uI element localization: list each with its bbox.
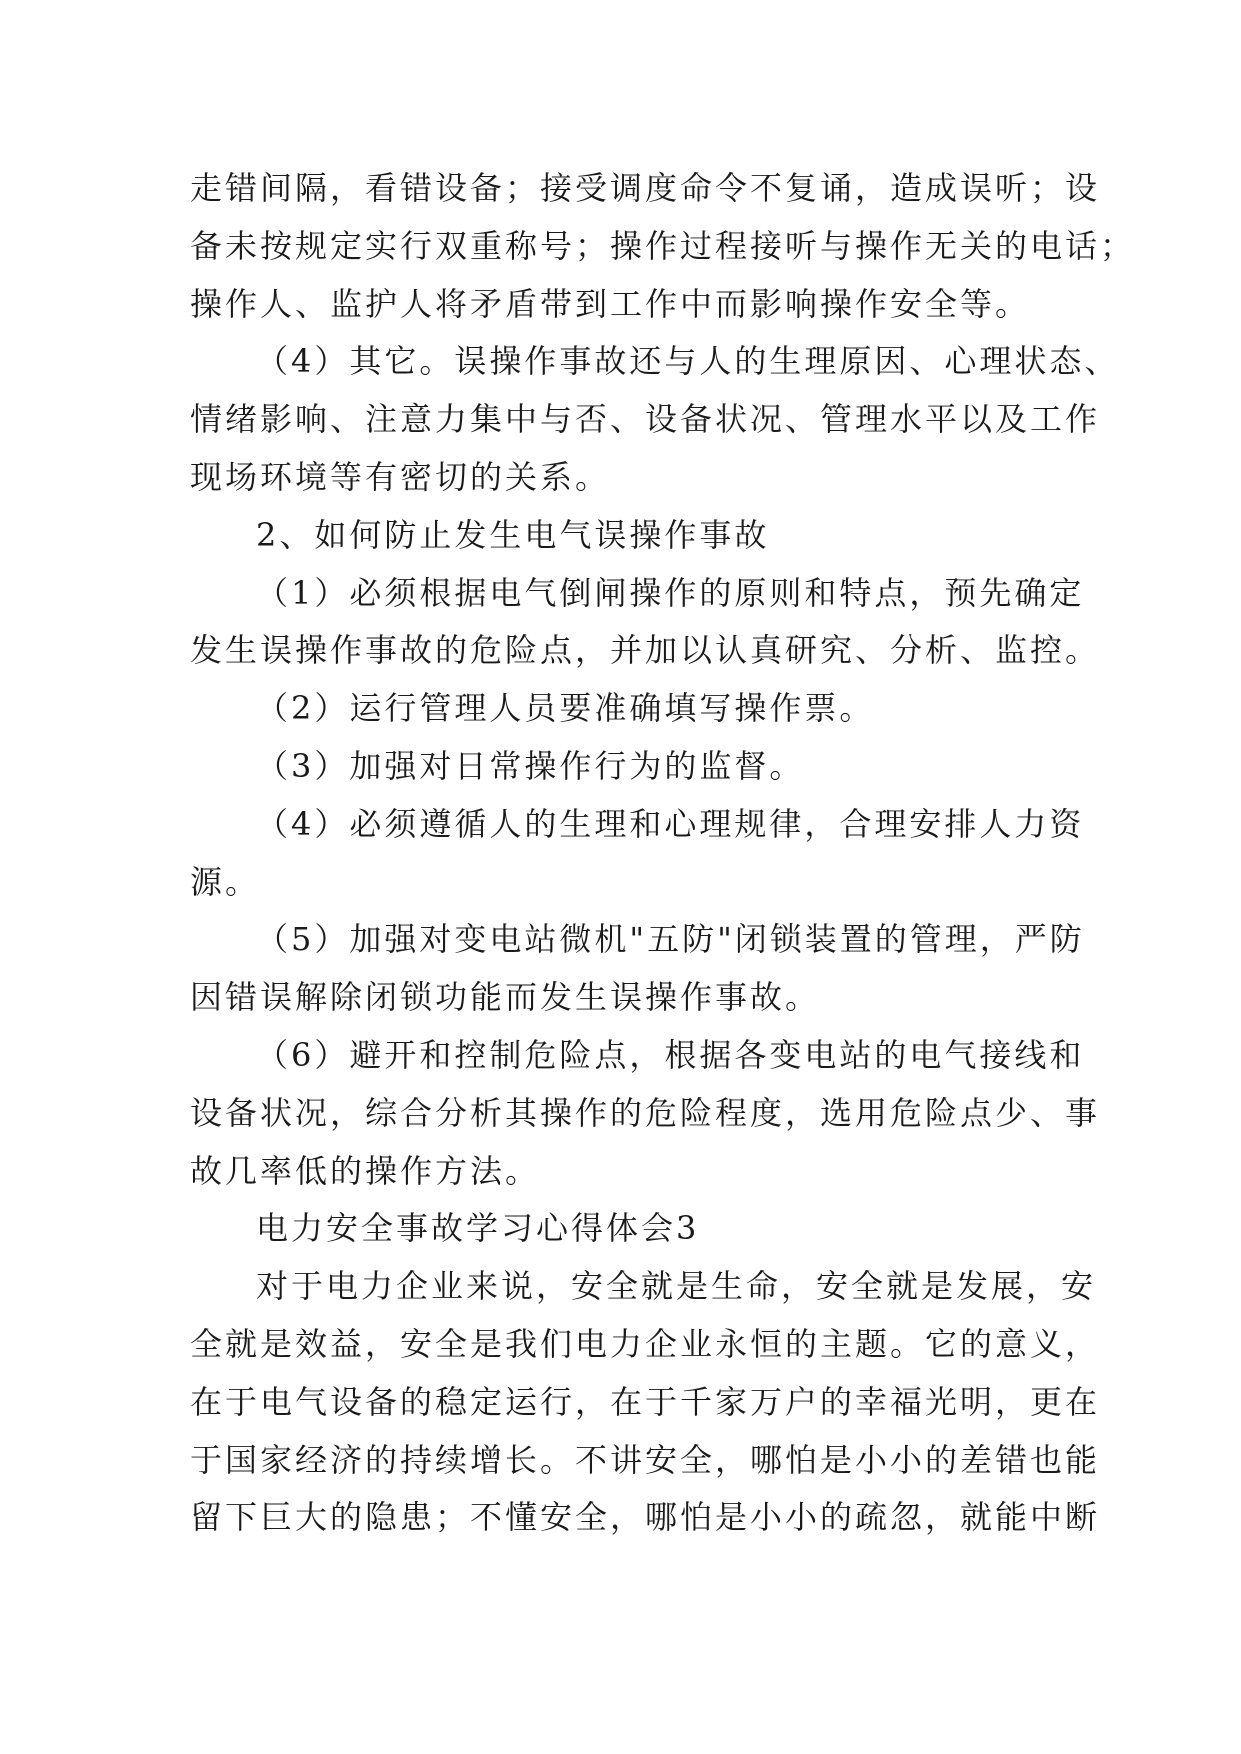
paragraph-start-line: 对于电力企业来说，安全就是生命，安全就是发展，安 — [256, 1267, 1097, 1306]
text-line: 全就是效益，安全是我们电力企业永恒的主题。它的意义， — [190, 1324, 1101, 1363]
paragraph-start-line: （4）必须遵循人的生理和心理规律，合理安排人力资 — [256, 804, 1085, 843]
section-heading: 2、如何防止发生电气误操作事故 — [256, 515, 770, 554]
text-line: 因错误解除闭锁功能而发生误操作事故。 — [190, 978, 821, 1017]
text-line: 留下巨大的隐患；不懂安全，哪怕是小小的疏忽，就能中断 — [190, 1498, 1101, 1537]
text-line: 在于电气设备的稳定运行，在于千家万户的幸福光明，更在 — [190, 1382, 1101, 1421]
paragraph-start-line: （2）运行管理人员要准确填写操作票。 — [256, 689, 875, 728]
paragraph-start-line: （3）加强对日常操作行为的监督。 — [256, 746, 805, 785]
paragraph-start-line: （1）必须根据电气倒闸操作的原则和特点，预先确定 — [256, 573, 1085, 612]
text-line: 于国家经济的持续增长。不讲安全，哪怕是小小的差错也能 — [190, 1440, 1101, 1479]
paragraph-start-line: （5）加强对变电站微机"五防"闭锁装置的管理，严防 — [256, 920, 1085, 959]
text-line: 发生误操作事故的危险点，并加以认真研究、分析、监控。 — [190, 631, 1101, 670]
paragraph-start-line: （6）避开和控制危险点，根据各变电站的电气接线和 — [256, 1035, 1085, 1074]
text-line: 操作人、监护人将矛盾带到工作中而影响操作安全等。 — [190, 284, 1031, 323]
text-line: 设备状况，综合分析其操作的危险程度，选用危险点少、事 — [190, 1093, 1101, 1132]
text-line: 源。 — [190, 862, 261, 901]
text-line: 走错间隔，看错设备；接受调度命令不复诵，造成误听；设 — [190, 169, 1101, 207]
text-line: 情绪影响、注意力集中与否、设备状况、管理水平以及工作 — [190, 400, 1101, 439]
article-title: 电力安全事故学习心得体会3 — [256, 1209, 700, 1248]
text-line: 现场环境等有密切的关系。 — [190, 457, 611, 496]
document-body — [190, 160, 1136, 1547]
paragraph-start-line: （4）其它。误操作事故还与人的生理原因、心理状态、 — [256, 342, 1120, 381]
text-line: 备未按规定实行双重称号；操作过程接听与操作无关的电话； — [190, 226, 1136, 265]
text-line: 故几率低的操作方法。 — [190, 1151, 541, 1190]
